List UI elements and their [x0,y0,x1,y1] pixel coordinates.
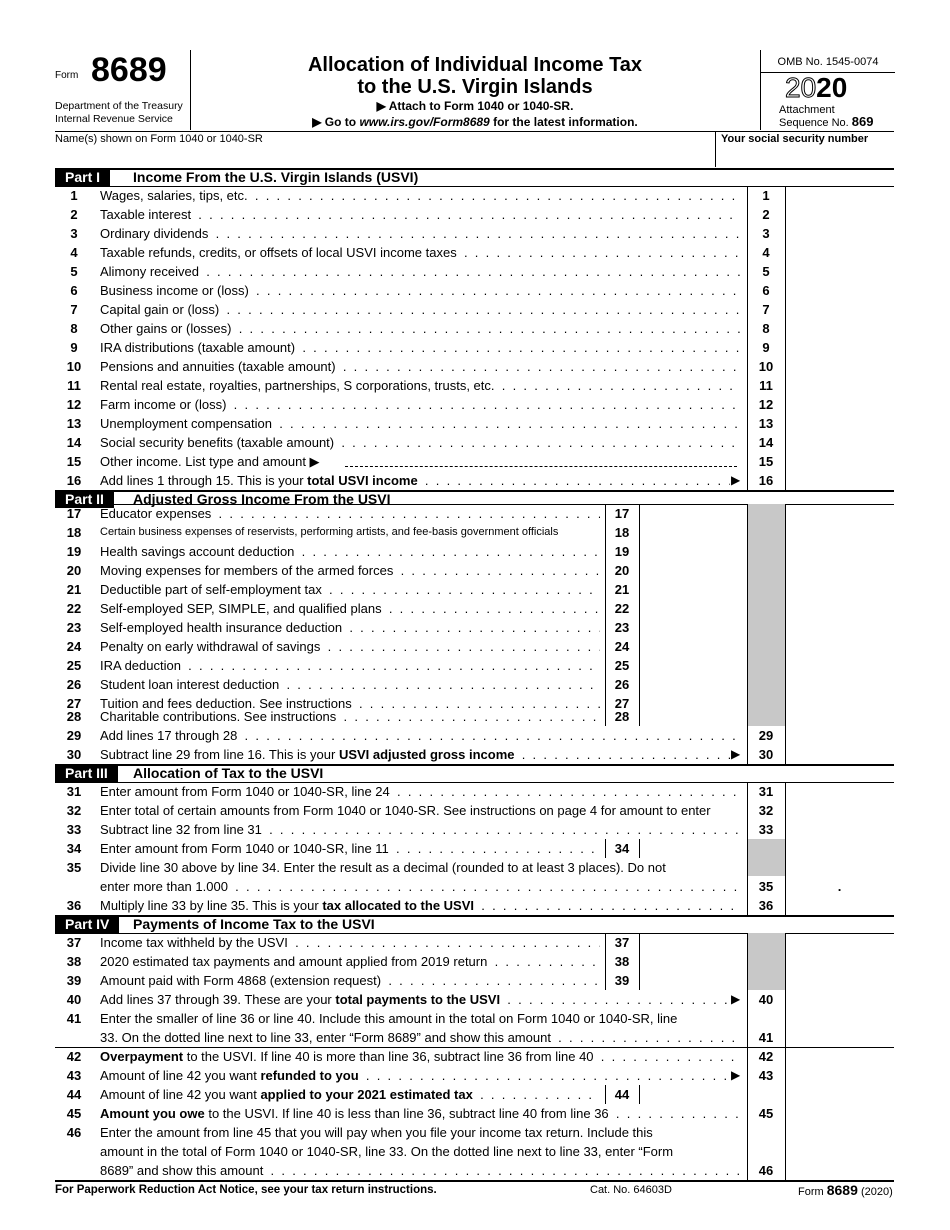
line-21: 21 Deductible part of self-employment tax . . 21 [55,580,894,599]
line-46: 46 Enter the amount from line 45 that you will pay when you file your income tax return. Include this amount in the total of Form 1040 or 1040-SR, line 33. On the dotted line next to line 33, enter “Form 8689” and show this amount . . 46 [55,1123,894,1180]
footer-form-id: Form 8689 (2020) [798,1182,893,1198]
line-33: 33 Subtract line 32 from line 31 . . 33 [55,820,894,839]
line-12: 12 Farm income or (loss) . . 12 [55,395,894,414]
amount-field-12[interactable] [785,395,894,414]
part1-label: Part I [55,168,110,186]
line-7: 7 Capital gain or (loss) . . 7 [55,300,894,319]
amount-field-10[interactable] [785,357,894,376]
line-26: 26 Student loan interest deduction . . 26 [55,675,894,694]
amount-field-37[interactable] [639,933,747,952]
ssn-field[interactable] [717,146,894,166]
omb-number: OMB No. 1545-0074 [777,56,879,68]
arrow-icon: ▶ [731,1068,741,1082]
line-23: 23 Self-employed health insurance deduction . . 23 [55,618,894,637]
line-14: 14 Social security benefits (taxable amount) . . 14 [55,433,894,452]
line-43: 43 Amount of line 42 you want refunded to you . . ▶ 43 [55,1066,894,1085]
line-28: 28 Charitable contributions. See instructions . . 28 [55,707,894,726]
amount-field-24[interactable] [639,637,747,656]
line-10: 10 Pensions and annuities (taxable amount) . . 10 [55,357,894,376]
line-17: 17 Educator expenses . . 17 [55,504,894,523]
line-16: 16 Add lines 1 through 15. This is your total USVI income . . ▶ 16 [55,471,894,490]
amount-field-1[interactable] [785,186,894,205]
amount-field-34[interactable] [639,839,747,858]
part2-title: Adjusted Gross Income From the USVI [133,491,391,507]
line-11: 11 Rental real estate, royalties, partnerships, S corporations, trusts, etc. . . 11 [55,376,894,395]
line-4: 4 Taxable refunds, credits, or offsets of local USVI income taxes . . 4 [55,243,894,262]
line-25: 25 IRA deduction . . 25 [55,656,894,675]
amount-field-2[interactable] [785,205,894,224]
line-3: 3 Ordinary dividends . . 3 [55,224,894,243]
amount-field-20[interactable] [639,561,747,580]
line-36: 36 Multiply line 33 by line 35. This is your tax allocated to the USVI . . 36 [55,896,894,915]
line-31: 31 Enter amount from Form 1040 or 1040-SR, line 24 . . 31 [55,782,894,801]
title-line1: Allocation of Individual Income Tax [307,54,643,76]
line-9: 9 IRA distributions (taxable amount) . . 9 [55,338,894,357]
amount-field-17[interactable] [639,504,747,523]
amount-field-44[interactable] [639,1085,747,1104]
arrow-icon: ▶ [731,992,741,1006]
amount-field-38[interactable] [639,952,747,971]
amount-field-13[interactable] [785,414,894,433]
amount-field-40[interactable] [785,990,894,1009]
line-34: 34 Enter amount from Form 1040 or 1040-SR, line 11 . . 34 [55,839,894,858]
line-1: 1 Wages, salaries, tips, etc. . . 1 [55,186,894,205]
catalog-number: Cat. No. 64603D [590,1184,672,1196]
attach-instruction: ▶ Attach to Form 1040 or 1040-SR. [376,99,574,113]
other-income-entry[interactable] [345,466,737,467]
amount-field-6[interactable] [785,281,894,300]
part2-label: Part II [55,490,114,508]
arrow-icon: ▶ [731,473,741,487]
line-41: 41 Enter the smaller of line 36 or line 40. Include this amount in the total on Form 1040 or 1040-SR, line 33. On the dotted line next to line 33, enter “Form 8689” and show this amount . . 41 [55,1009,894,1047]
line-19: 19 Health savings account deduction . . 19 [55,542,894,561]
amount-field-11[interactable] [785,376,894,395]
line-44: 44 Amount of line 42 you want applied to your 2021 estimated tax . . 44 [55,1085,894,1104]
form-number: 8689 [91,51,167,89]
amount-field-7[interactable] [785,300,894,319]
line-30: 30 Subtract line 29 from line 16. This is your USVI adjusted gross income . . ▶ 30 [55,745,894,764]
line-8: 8 Other gains or (losses) . . 8 [55,319,894,338]
line-2: 2 Taxable interest . . 2 [55,205,894,224]
arrow-icon: ▶ [731,747,741,761]
decimal-field-35[interactable]: . [837,879,842,894]
line-24: 24 Penalty on early withdrawal of savings . . 24 [55,637,894,656]
amount-field-3[interactable] [785,224,894,243]
part4-title: Payments of Income Tax to the USVI [133,916,375,932]
amount-field-46[interactable] [785,1161,894,1180]
title-line2: to the U.S. Virgin Islands [357,76,593,98]
amount-field-4[interactable] [785,243,894,262]
form-title-block [192,54,758,130]
amount-field-41[interactable] [785,1028,894,1047]
line-42: 42 Overpayment to the USVI. If line 40 is more than line 36, subtract line 36 from line 40 . . 42 [55,1047,894,1066]
amount-field-36[interactable] [785,896,894,915]
amount-field-30[interactable] [785,745,894,764]
dept-line2: Internal Revenue Service [55,113,173,125]
irs-url-instruction: ▶ Go to www.irs.gov/Form8689 for the latest information. [312,115,638,129]
line-22: 22 Self-employed SEP, SIMPLE, and qualified plans . . 22 [55,599,894,618]
line-13: 13 Unemployment compensation . . 13 [55,414,894,433]
line-40: 40 Add lines 37 through 39. These are your total payments to the USVI . . ▶ 40 [55,990,894,1009]
amount-field-31[interactable] [785,782,894,801]
line-35: 35 Divide line 30 above by line 34. Enter the result as a decimal (rounded to at least 3 places). Do not enter more than 1.000 . . 35 . [55,858,894,896]
amount-field-22[interactable] [639,599,747,618]
form-id-block [55,50,191,130]
amount-field-16[interactable] [785,471,894,490]
part4-label: Part IV [55,915,119,933]
dept-line1: Department of the Treasury [55,100,183,112]
amount-field-14[interactable] [785,433,894,452]
amount-field-43[interactable] [785,1066,894,1085]
line-37: 37 Income tax withheld by the USVI . . 37 [55,933,894,952]
attachment-label: Attachment [779,104,835,116]
amount-field-8[interactable] [785,319,894,338]
tax-year: 2020 [785,72,848,103]
line-5: 5 Alimony received . . 5 [55,262,894,281]
amount-field-25[interactable] [639,656,747,675]
paperwork-notice: For Paperwork Reduction Act Notice, see your tax return instructions. [55,1184,437,1196]
ssn-label: Your social security number [721,133,869,145]
line-27: 27 Tuition and fees deduction. See instructions . . 27 [55,694,894,713]
amount-field-5[interactable] [785,262,894,281]
form-word: Form [55,70,79,81]
line-20: 20 Moving expenses for members of the armed forces . . 20 [55,561,894,580]
amount-field-39[interactable] [639,971,747,990]
amount-field-29[interactable] [785,726,894,745]
line-38: 38 2020 estimated tax payments and amount applied from 2019 return . . 38 [55,952,894,971]
line-6: 6 Business income or (loss) . . 6 [55,281,894,300]
part1-title: Income From the U.S. Virgin Islands (USVI) [133,169,419,185]
line-39: 39 Amount paid with Form 4868 (extension request) . . 39 [55,971,894,990]
line-15: 15 Other income. List type and amount ▶ 15 [55,452,894,471]
name-label: Name(s) shown on Form 1040 or 1040-SR [55,133,263,145]
line-29: 29 Add lines 17 through 28 . . 29 [55,726,894,745]
amount-field-18[interactable] [639,523,747,542]
amount-field-42[interactable] [785,1047,894,1066]
amount-field-28[interactable] [639,707,747,726]
amount-field-23[interactable] [639,618,747,637]
part3-title: Allocation of Tax to the USVI [133,765,324,781]
amount-field-32[interactable] [785,801,894,820]
line-18: 18 Certain business expenses of reservists, performing artists, and fee-basis government officials 18 [55,523,894,542]
amount-field-21[interactable] [639,580,747,599]
line-45: 45 Amount you owe to the USVI. If line 40 is less than line 36, subtract line 40 from line 36 . . 45 [55,1104,894,1123]
amount-field-19[interactable] [639,542,747,561]
amount-field-26[interactable] [639,675,747,694]
name-field[interactable] [55,146,713,166]
amount-field-9[interactable] [785,338,894,357]
amount-field-45[interactable] [785,1104,894,1123]
amount-field-33[interactable] [785,820,894,839]
part3-label: Part III [55,764,118,782]
irs-url-link[interactable]: www.irs.gov/Form8689 [359,115,490,129]
sequence-label: Sequence No. 869 [779,114,874,129]
omb-year-block [760,50,895,130]
amount-field-15[interactable] [785,452,894,471]
line-32: 32 Enter total of certain amounts from Form 1040 or 1040-SR. See instructions on page 4 for amount to enter 32 [55,801,894,820]
